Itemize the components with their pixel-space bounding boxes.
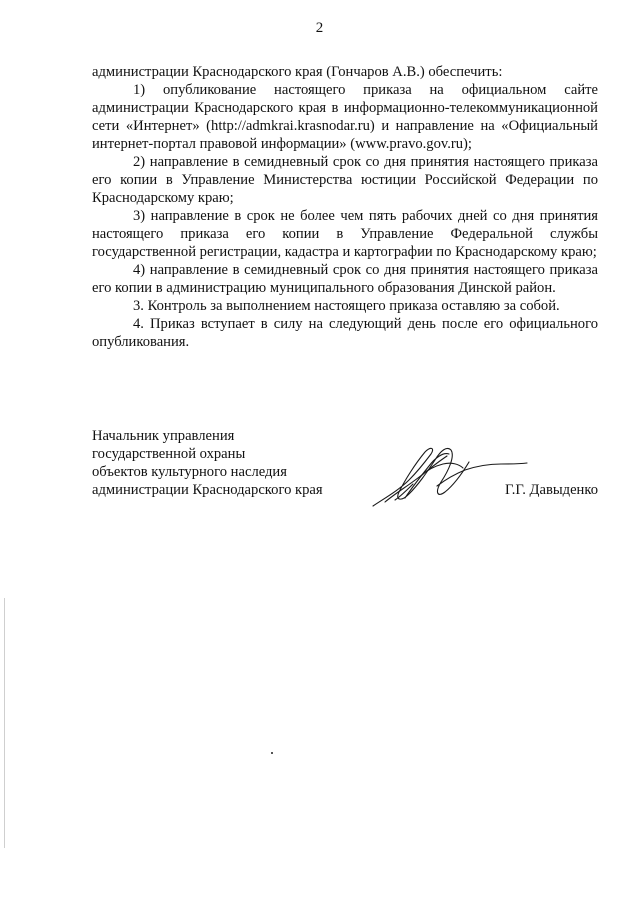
paragraph-item-1: 1) опубликование настоящего приказа на официальном сайте администрации Краснодарского края в информационно-телекоммуникационной сети «Интернет» (http://admkrai.krasnodar.ru) и направление на «Официальный интернет-портал правовой информации» (www.pravo.gov.ru);	[92, 82, 598, 152]
handwritten-signature	[365, 440, 535, 510]
signatory-name: Г.Г. Давыденко	[504, 482, 598, 498]
paragraph-control-clause: 3. Контроль за выполнением настоящего приказа оставляю за собой.	[133, 298, 560, 314]
paragraph-item-2: 2) направление в семидневный срок со дня принятия настоящего приказа его копии в Управление Министерства юстиции Российской Федерации по Краснодарскому краю;	[92, 154, 598, 206]
paragraph-intro: администрации Краснодарского края (Гончаров А.В.) обеспечить:	[92, 64, 503, 80]
paragraph-item-3: 3) направление в срок не более чем пять рабочих дней со дня принятия настоящего приказа его копии в Управление Федеральной службы государственной регистрации, кадастра и картографии по Краснодарскому краю;	[92, 208, 598, 260]
signatory-title-line: государственной охраны	[92, 446, 246, 462]
paragraph-effective-clause: 4. Приказ вступает в силу на следующий день после его официального опубликования.	[92, 316, 598, 350]
signatory-title	[92, 427, 323, 499]
signatory-title-line: Начальник управления	[92, 428, 235, 444]
page-number: 2	[315, 20, 324, 36]
signatory-title-line: объектов культурного наследия	[92, 464, 287, 480]
paragraph-item-4: 4) направление в семидневный срок со дня принятия настоящего приказа его копии в администрацию муниципального образования Динской район.	[92, 262, 598, 296]
scan-margin-line	[4, 598, 5, 848]
scan-speck	[271, 752, 273, 754]
signatory-title-line: администрации Краснодарского края	[92, 482, 323, 498]
document-body	[92, 63, 598, 351]
